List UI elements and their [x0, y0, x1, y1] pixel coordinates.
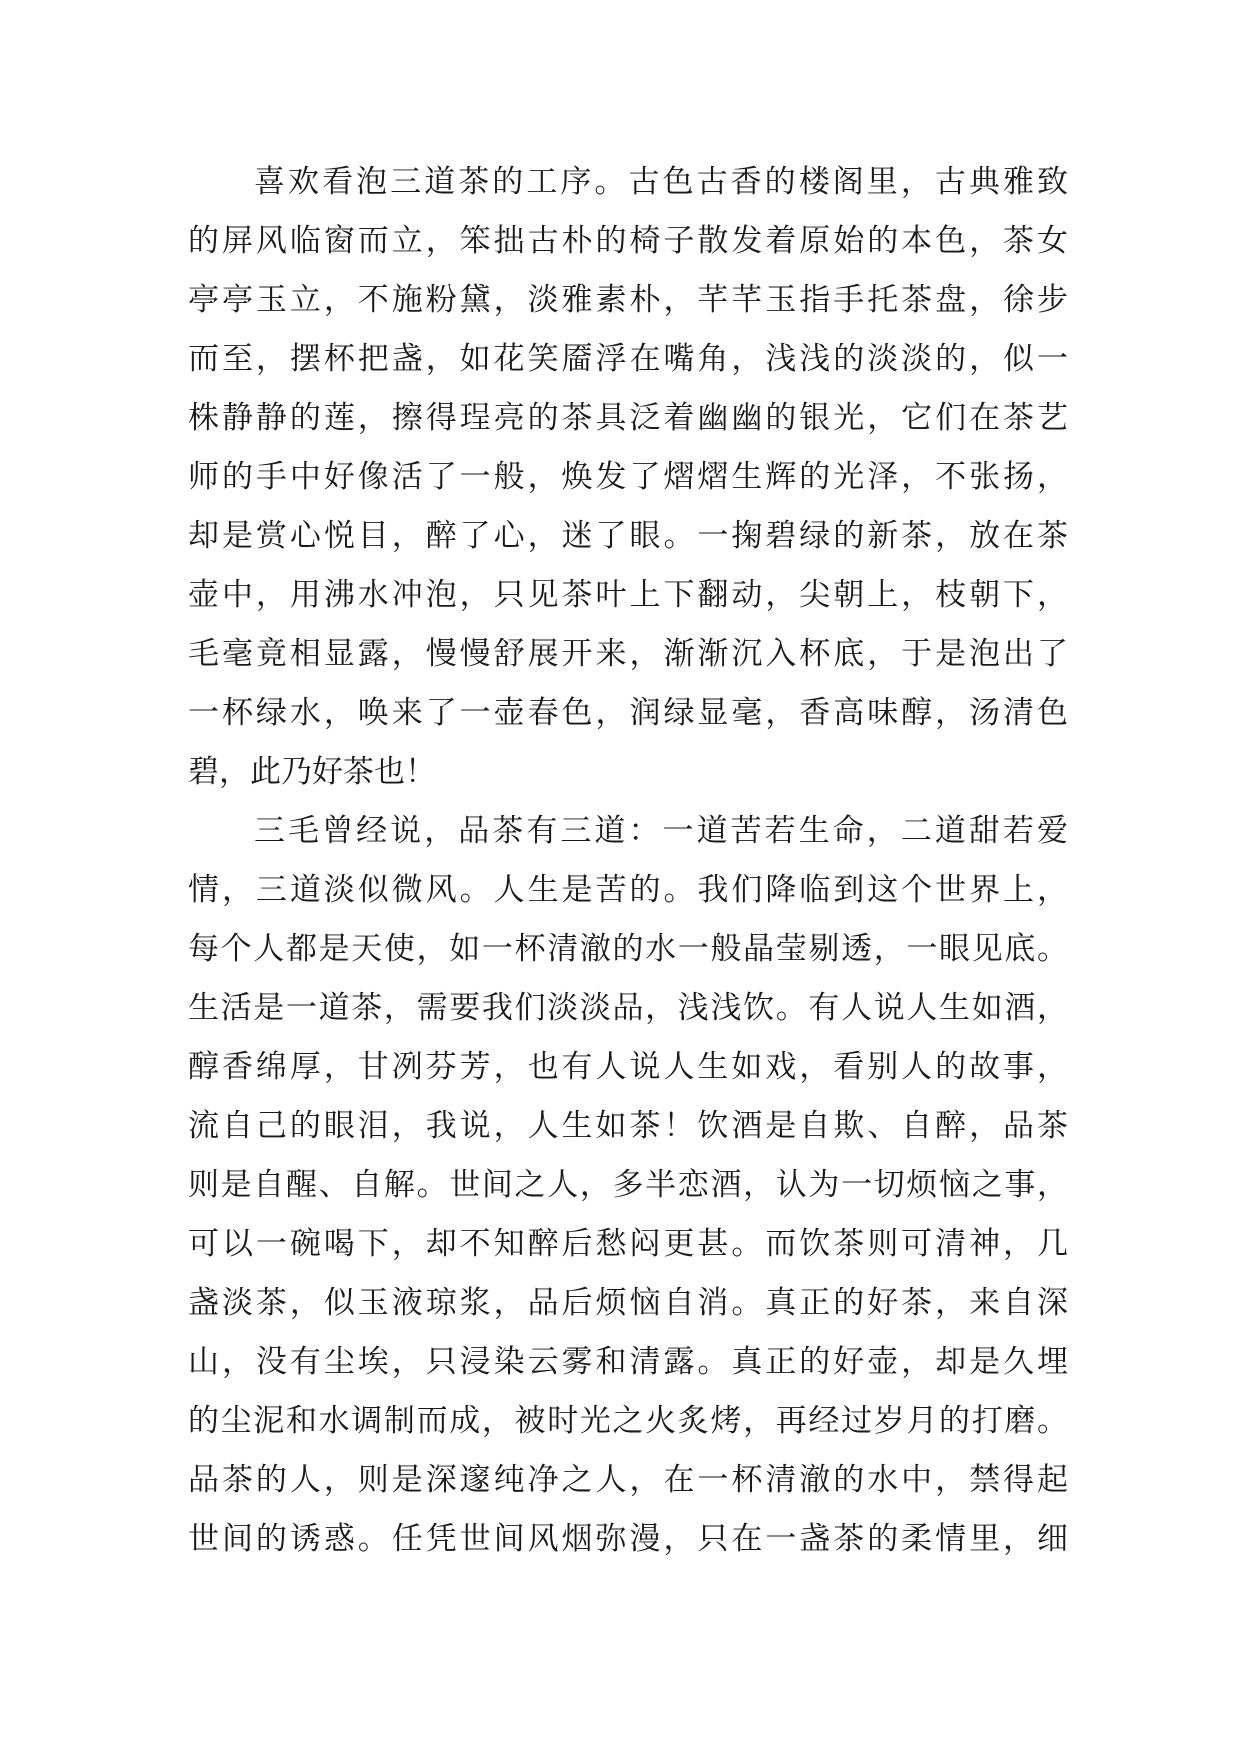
paragraph-2-line-10: 山，没有尘埃，只浸染云雾和清露。真正的好壶，却是久埋 [188, 1344, 1068, 1380]
paragraph-1-line-10: 一杯绿水，唤来了一壶春色，润绿显毫，香高味醇，汤清色 [188, 695, 1068, 731]
paragraph-2-line-2: 情，三道淡似微风。人生是苦的。我们降临到这个世界上， [188, 872, 1068, 908]
paragraph-2-line-11: 的尘泥和水调制而成，被时光之火炙烤，再经过岁月的打磨。 [188, 1403, 1068, 1439]
paragraph-2-line-12: 品茶的人，则是深邃纯净之人，在一杯清澈的水中，禁得起 [188, 1462, 1068, 1498]
paragraph-1-line-1: 喜欢看泡三道茶的工序。古色古香的楼阁里，古典雅致 [254, 164, 1068, 200]
paragraph-1-line-7: 却是赏心悦目，醉了心，迷了眼。一掬碧绿的新茶，放在茶 [188, 518, 1068, 554]
paragraph-1-line-9: 毛毫竟相显露，慢慢舒展开来，渐渐沉入杯底，于是泡出了 [188, 636, 1068, 672]
paragraph-2-line-9: 盏淡茶，似玉液琼浆，品后烦恼自消。真正的好茶，来自深 [188, 1285, 1068, 1321]
paragraph-1-line-6: 师的手中好像活了一般，焕发了熠熠生辉的光泽，不张扬， [188, 459, 1068, 495]
paragraph-2-line-5: 醇香绵厚，甘冽芬芳，也有人说人生如戏，看别人的故事， [188, 1049, 1068, 1085]
paragraph-2-line-8: 可以一碗喝下，却不知醉后愁闷更甚。而饮茶则可清神，几 [188, 1226, 1068, 1262]
paragraph-1-line-3: 亭亭玉立，不施粉黛，淡雅素朴，芊芊玉指手托茶盘，徐步 [188, 282, 1068, 318]
paragraph-1-line-8: 壶中，用沸水冲泡，只见茶叶上下翻动，尖朝上，枝朝下， [188, 577, 1068, 613]
paragraph-1-line-2: 的屏风临窗而立，笨拙古朴的椅子散发着原始的本色，茶女 [188, 223, 1068, 259]
paragraph-1-line-5: 株静静的莲，擦得珵亮的茶具泛着幽幽的银光，它们在茶艺 [188, 400, 1068, 436]
paragraph-2-line-4: 生活是一道茶，需要我们淡淡品，浅浅饮。有人说人生如酒， [188, 990, 1068, 1026]
paragraph-1-line-4: 而至，摆杯把盏，如花笑靥浮在嘴角，浅浅的淡淡的，似一 [188, 341, 1068, 377]
paragraph-2-line-3: 每个人都是天使，如一杯清澈的水一般晶莹剔透，一眼见底。 [188, 931, 1068, 967]
paragraph-2-line-6: 流自己的眼泪，我说，人生如茶！饮酒是自欺、自醉，品茶 [188, 1108, 1068, 1144]
paragraph-2-line-1: 三毛曾经说，品茶有三道：一道苦若生命，二道甜若爱 [254, 813, 1068, 849]
paragraph-2-line-7: 则是自醒、自解。世间之人，多半恋酒，认为一切烦恼之事， [188, 1167, 1068, 1203]
paragraph-1-line-11: 碧，此乃好茶也！ [188, 754, 436, 790]
paragraph-2-line-13: 世间的诱惑。任凭世间风烟弥漫，只在一盏茶的柔情里，细 [188, 1521, 1068, 1557]
